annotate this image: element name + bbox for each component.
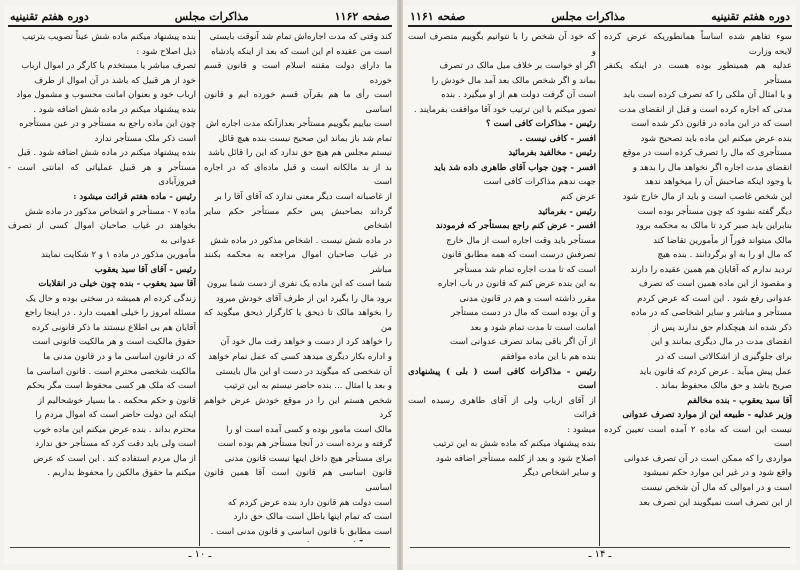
text-line: اصلاح شود و بعد از کلمه مستأجر اضافه شود [436, 453, 596, 464]
right-page-left-column [408, 30, 596, 542]
text-line: مستأجری که مال را تصرف کرده است در موقع [622, 148, 792, 159]
right-page-footer: ـ ۱۴ ـ [588, 549, 612, 560]
text-line: واقع شود و در غیر این موارد حکم نمیشود [643, 468, 792, 479]
text-line: بنده هم با این ماده موافقم [500, 352, 596, 363]
text-line: وزیر عدلیه - طبیعه این از موارد تصرف عدوانی [622, 410, 792, 421]
text-line: را خواهد کرد از دست و خواهد رفت مال خود آن [220, 337, 392, 348]
text-line: در ماده شش نیست . اشخاص مذکور در ماده شش [210, 235, 392, 246]
text-line: بد از بد مالکانه است و قبل ماده‌ای که در اجاره است [204, 162, 392, 188]
text-line: است که تا مدت اجاره تمام شد مستأجر [454, 264, 596, 275]
text-line: از غاصبانه است دیگر معنی ندارد که آقای آقا را بر [214, 192, 392, 203]
text-line: مسئله امروز را خیلی اهمیت دارد . در اینجا راجع [24, 308, 196, 319]
text-line: تصرف مباشر یا مستخدم یا کارگر در اموال ارباب [21, 61, 196, 72]
text-line: است بیاییم بگوییم مستأجر بعدازآنکه مدت اجاره اش [205, 119, 392, 130]
text-line: شخص هستم این را در موقع خودش عرض خواهم کرد [204, 395, 392, 421]
text-line: عمل پیش میآید . عرض کردم که قانون باید [639, 366, 792, 377]
text-line: است دولت هم قانون دارد بنده عرض کردم که [227, 497, 392, 508]
text-line: رئیس - ماده هفتم قرائت میشود : [73, 192, 196, 203]
text-line: مواردی را که ممکن است در آن تصرف عدوانی [623, 453, 792, 464]
text-line: مالکیت شخصی محترم است . قانون اساسی ما [26, 366, 196, 377]
text-line: را بخواهد مالک تا ذیحق یا کارگزار ذیحق میگوید که من [204, 308, 392, 333]
text-line: مقرر داشته است و هم در قانون مدنی [459, 293, 596, 304]
text-line: بنده عرض میکنم این ماده باید تصحیح شود [640, 133, 792, 144]
text-line: عدوانی رفع شود . این است که عرض کردم [637, 293, 792, 304]
left-page-left-column [8, 30, 196, 542]
text-line: آن شخصی که میگوید در دست او این مال بایستی [215, 366, 392, 377]
right-footer-rule [410, 547, 790, 548]
text-line: انقضای مدت اجاره اگر نخواهد مال را بدهد و [632, 162, 792, 173]
text-line: ذیل اصلاح شود : [136, 46, 196, 57]
left-page-title: مذاکرات مجلس [174, 9, 249, 23]
left-page-header [10, 8, 390, 24]
right-page [404, 6, 796, 564]
text-line: تمام شد باز بماند این صحیح نیست بنده هیچ قائل [218, 133, 392, 144]
text-line: که مال او را به او برگردانند . بنده هیچ [657, 250, 792, 261]
text-line: رئیس - آقای آقا سید یعقوب [94, 264, 196, 275]
text-line: است که تمام اینها باطل است مالک حق دارد [233, 512, 392, 523]
text-line: که در قانون اساسی ما و در قانون مدنی ما [43, 352, 196, 363]
text-line: کند وقتی که مدت اجاره‌اش تمام شد آنوقت بایستی [209, 32, 392, 42]
text-line: مستأجر باید وقت اجاره است از مال خارج [446, 235, 596, 246]
text-line: تردید ندارم که آقایان هم همین عقیده را دارند [630, 264, 792, 275]
text-line: میشود : [567, 424, 596, 435]
text-line: جهت ندهم مذاکرات کافی است [483, 177, 596, 188]
text-line: بنده پیشنهاد میکنم ماده شش عیناً تصویب بترتیب [22, 32, 196, 42]
text-line: و آن بوده است که مال در دست مستأجر [450, 308, 596, 319]
text-line: و مقصود از این ماده همین است که تصرف [639, 279, 792, 290]
text-line: بنابراین باید صبر کرد تا مالک به محکمه برود [635, 221, 792, 232]
text-line: تصرفش درست است که همه مطابق قانون [441, 250, 596, 261]
text-line: سوء تفاهم شده اساساً همانطوریکه عرض کرده لایحه وزارت [604, 32, 792, 57]
text-line: مأمورین مذکور در ماده ۱ و ۲ شکایت نمایند [41, 250, 196, 261]
text-line: آقا سید یعقوب - بنده مخالفم [687, 395, 792, 406]
text-line: برای جلوگیری از اشکالاتی است که در [655, 352, 792, 363]
text-line: افسر - کافی نیست . [519, 133, 596, 144]
text-line: امانت است تا مدت تمام شود و بعد [470, 322, 596, 333]
text-line: و اداره بکار دیگری میدهد کسی که عمل تمام خواهد [208, 352, 392, 363]
left-left-col-text [8, 30, 196, 481]
text-line: چون این ماده راجع به مستأجر و در عین مستأجره [19, 119, 196, 130]
text-line: آقا سید یعقوب - بنده چون خیلی در انقلابات [38, 279, 196, 290]
text-line: رئیس - مذاکرات کافی است ( بلی ) پیشنهادی است [408, 366, 596, 392]
text-line: دیگر گفته نشود که چون مستأجر بوده است [637, 206, 792, 217]
text-line: مدتی که اجاره کرده است و قبل از انقضای مدت [618, 104, 792, 115]
text-line: محترم بداند . بنده عرض میکنم این ماده خوب [33, 424, 196, 435]
text-line: با وجود اینکه صاحبش آن را میخواهد ندهد [644, 177, 792, 188]
text-line: افسر - چون جواب آقای طاهری داده شد باید [433, 162, 596, 173]
text-line: است رأی ما هم بقرآن قسم خورده ایم و قانون اساسی [204, 90, 392, 115]
text-line: و یا امثال آن ملکی را که تصرف کرده است باید [623, 90, 792, 101]
text-line: مستأجر و هر قبیل عملیاتی که امانتی است - فیروزآبادی [8, 162, 196, 188]
right-right-col-text [604, 30, 792, 510]
text-line: برای مستأجر هیچ داخل اینها نیست قانون مدنی [224, 453, 392, 464]
text-line: مالک میتواند فوراً از مأمورین تقاضا کند [653, 235, 792, 246]
text-line: افسر - عرض کنم راجع بمستأجر که فرمودند [435, 221, 596, 232]
left-center-block [204, 539, 392, 542]
text-line: حقوق مالکیت است و هر مالکیت قانونی است [32, 337, 196, 348]
text-line: آقایان هم بی اطلاع نیستند ما ذکر قانونی کرده [31, 322, 196, 333]
text-line: به این بنده عرض کنم که قانون در باب اجاره [437, 279, 596, 290]
text-line: نیست این است که ماده ۲ آمده است تعیین کرده است [604, 424, 792, 450]
text-line: است من عقیده ام این است که بعد از اینکه پادشاه [211, 46, 392, 57]
text-line: از آن اگر باقی بماند تصرف عدوانی است [450, 337, 596, 348]
text-line: نیستم مجلس هم هیچ حق ندارد که این را قائل باشد [208, 148, 392, 159]
left-footer-rule [10, 547, 390, 548]
right-page-session: دوره هفتم تقنینیه [711, 9, 790, 23]
text-line: برود مال را بگیرد این از طرف آقای خودش میرود [215, 293, 392, 304]
left-page [4, 6, 396, 564]
text-line: بنده پیشنهاد میکنم در ماده شش اضافه شود . [33, 104, 196, 115]
right-header-rule [408, 25, 792, 27]
left-right-col-text [204, 30, 392, 539]
right-page-number: صفحه ۱۱۶۱ [410, 9, 466, 23]
text-line: از آقای ارباب ولی از آقای طاهری رسیده است قرائت [408, 395, 596, 421]
right-page-title: مذاکرات مجلس [551, 9, 626, 23]
text-line: تصور میکنم با این ترتیب خود آقا موافقت بفرمایند . [413, 104, 596, 115]
text-line: خود از هر قبیل که باشد در آن اموال از طرف [34, 75, 196, 86]
right-page-header [410, 8, 790, 24]
left-page-session: دوره هفتم تقنینیه [10, 9, 89, 23]
text-line: قانون و حکم محکمه . ما بسیار خوشحالیم از [37, 395, 196, 406]
text-line: صریح باشد و حق مالک محفوظ بماند . [655, 381, 792, 392]
text-line: عدلیه هم همینطور بوده هست در اینکه یکنفر مستأجر [604, 61, 792, 86]
text-line: بماند و اگر شخص مالک بعد آمد مال خودش را [431, 75, 596, 86]
text-line: است ذکر ملک مستأجر ندارد [94, 133, 196, 144]
text-line: است مطابق با قانون اساسی و قانون مدنی است . [210, 526, 392, 537]
left-page-number: صفحه ۱۱۶۲ [334, 9, 390, 23]
right-column-divider [599, 30, 600, 546]
book-gutter [397, 0, 403, 570]
text-line: رئیس - بفرمائید [538, 206, 596, 217]
text-line: است که در این ماده در قانون ذکر شده است [631, 119, 792, 130]
text-line: ارباب خود و بعنوان امانت محسوب و مشمول مواد [16, 90, 196, 101]
text-line: بنده پیشنهاد میکنم در ماده شش اضافه شود . قبل [17, 148, 196, 159]
left-header-rule [8, 25, 392, 27]
text-line: زندگی کرده ام همیشه در سختی بوده و حال یک [25, 293, 196, 304]
text-line: است که ملک هر کسی محفوظ است مگر بحکم [26, 381, 196, 392]
text-line: ما دارای دولت مقننه اسلام است و قانون قسم خورده [204, 61, 392, 86]
text-line: بنده پیشنهاد میکنم که ماده شش به این ترتیب [432, 439, 596, 450]
text-line: رئیس - مخالفید بفرمائید [508, 148, 596, 159]
text-line: مالک است مامور بوده و کسی آمده است او را [226, 424, 392, 435]
text-line: است آن گرفت دولت هم از او میگیرد . بنده [441, 90, 596, 101]
text-line: انقضای مدت در مال دیگری بمانند و این [650, 337, 792, 348]
left-column-divider [199, 30, 200, 546]
text-line: که خود آن شخص را با نتوانیم بگوییم متصرف است و [408, 32, 596, 57]
text-line: است ولی باید دقت کرد که مستأجر حق ندارد [35, 439, 196, 450]
right-left-col-text [408, 30, 596, 481]
text-line: از مال مردم استفاده کند . این است که عرض [33, 453, 196, 464]
text-line: بخواهند در غیاب صاحبان اموال کسی از تصرف عدوانی به [8, 221, 196, 246]
text-line: و سایر اشخاص دیگر [522, 468, 596, 479]
text-line: گرداند بصاحبش پس حکم مستأجر حکم سایر اشخاص [204, 206, 392, 232]
left-page-footer: ـ ۱۰ ـ [188, 549, 212, 560]
text-line: ذکر شده اند هیچکدام حق ندارند پس از [652, 322, 792, 333]
text-line: عرض کنم [560, 192, 596, 203]
text-line: شما است که این ماده یک نفری از دست شما بیرون [207, 279, 392, 290]
text-line: است و در اموالی که مال آن شخص نیست [641, 482, 792, 493]
text-line: در غیاب صاحبان اموال مراجعه به محکمه بکنند مباشر [204, 250, 392, 275]
text-line: و بعد یا امثال ... بنده حاضر نیستم به این ترتیب [224, 381, 392, 392]
left-page-right-column [204, 30, 392, 542]
text-line: ماده ۷ - مستأجر و اشخاص مذکور در ماده شش [25, 206, 196, 217]
text-line: از این تصرف است نمیگویند این تصرف بعد [638, 497, 792, 508]
text-line: گرفته و برده است در آنجا مستأجر هم بوده است [217, 439, 392, 450]
text-line: میکنم ما حقوق مالکین را محفوظ بداریم . [47, 468, 196, 479]
text-line: این شخص غاصب است و باید از مال خارج شود [622, 192, 792, 203]
text-line [204, 539, 392, 542]
text-line: قانون اساسی هم قانون است آقا همین قانون اساسی [204, 468, 392, 493]
text-line: اگر او خواست بر خلاف میل مالک در تصرف [439, 61, 596, 72]
text-line: اینکه این دولت حاضر است که اموال مردم را [35, 410, 196, 421]
text-line: رئیس - مذاکرات کافی است ؟ [486, 119, 596, 130]
right-page-right-column [604, 30, 792, 542]
text-line: مستأجر و مباشر و سایر اشخاصی که در ماده [631, 308, 792, 319]
